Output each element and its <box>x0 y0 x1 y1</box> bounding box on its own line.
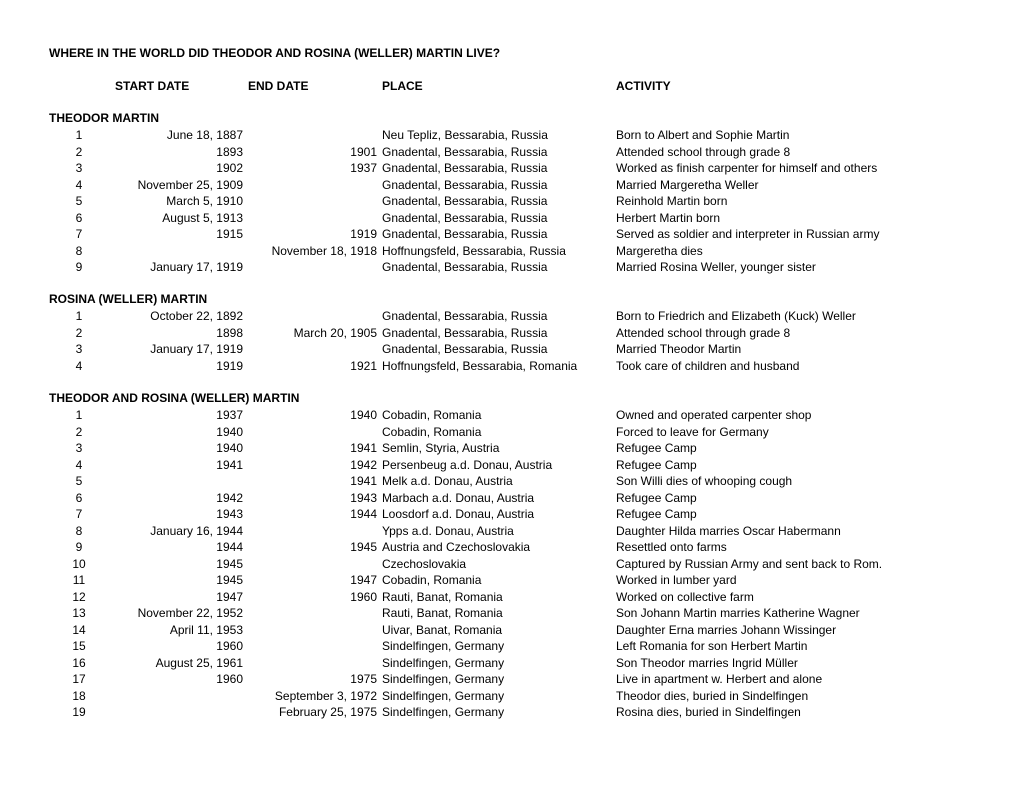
row-number-cell: 11 <box>72 573 86 587</box>
activity-cell: Took care of children and husband <box>616 358 800 373</box>
place-cell: Cobadin, Romania <box>382 408 482 422</box>
start-date-cell: August 25, 1961 <box>155 655 243 670</box>
place-cell: Gnadental, Bessarabia, Russia <box>382 210 548 225</box>
table-row <box>49 259 1009 276</box>
activity-cell: Son Theodor marries Ingrid Müller <box>616 655 798 670</box>
table-row <box>49 457 1009 474</box>
place-cell: Czechoslovakia <box>382 556 467 571</box>
start-date-cell: 1940 <box>216 424 243 439</box>
start-date-cell: April 11, 1953 <box>169 622 243 637</box>
place-cell: Rauti, Banat, Romania <box>382 589 503 604</box>
row-number-cell: 1 <box>75 408 83 422</box>
activity-cell: Refugee Camp <box>616 457 697 472</box>
activity-cell: Refugee Camp <box>616 490 697 505</box>
start-date-cell: October 22, 1892 <box>150 309 243 323</box>
row-number-cell: 9 <box>75 540 83 554</box>
row-number-cell: 6 <box>75 490 83 505</box>
activity-cell: Worked on collective farm <box>616 589 754 604</box>
table-row <box>49 341 1009 358</box>
start-date-cell: 1902 <box>216 161 243 175</box>
table-row <box>49 539 1009 556</box>
start-date-cell: 1960 <box>216 672 243 686</box>
end-date-cell: 1941 <box>350 441 377 455</box>
place-cell: Gnadental, Bessarabia, Russia <box>382 309 548 323</box>
end-date-cell: 1941 <box>350 474 377 488</box>
start-date-cell: 1940 <box>216 441 243 455</box>
end-date-cell: 1919 <box>350 227 377 241</box>
row-number-cell: 12 <box>72 589 86 604</box>
activity-cell: Served as soldier and interpreter in Russian army <box>616 227 880 241</box>
section-title: ROSINA (WELLER) MARTIN <box>49 292 208 306</box>
end-date-cell: 1937 <box>350 161 377 175</box>
place-cell: Gnadental, Bessarabia, Russia <box>382 342 548 356</box>
end-date-cell: 1945 <box>350 540 377 554</box>
place-cell: Hoffnungsfeld, Bessarabia, Romania <box>382 358 578 373</box>
table-row <box>49 193 1009 210</box>
activity-cell: Son Johann Martin marries Katherine Wagner <box>616 606 860 620</box>
row-number-cell: 14 <box>72 622 86 637</box>
place-cell: Gnadental, Bessarabia, Russia <box>382 260 548 274</box>
start-date-cell: 1941 <box>216 457 243 472</box>
row-number-cell: 2 <box>75 325 83 340</box>
place-cell: Ypps a.d. Donau, Austria <box>382 523 514 538</box>
end-date-cell: 1921 <box>350 358 377 373</box>
end-date-cell: 1940 <box>350 408 377 422</box>
header-end-date: END DATE <box>248 79 309 93</box>
start-date-cell: November 22, 1952 <box>137 606 243 620</box>
start-date-cell: 1915 <box>216 227 243 241</box>
start-date-cell: June 18, 1887 <box>166 128 243 142</box>
place-cell: Sindelfingen, Germany <box>382 688 505 703</box>
end-date-cell: September 3, 1972 <box>274 688 377 703</box>
place-cell: Melk a.d. Donau, Austria <box>382 474 513 488</box>
activity-cell: Owned and operated carpenter shop <box>616 408 812 422</box>
activity-cell: Daughter Hilda marries Oscar Habermann <box>616 523 841 538</box>
activity-cell: Attended school through grade 8 <box>616 325 791 340</box>
activity-cell: Refugee Camp <box>616 441 697 455</box>
table-row <box>49 440 1009 457</box>
start-date-cell: 1919 <box>216 358 243 373</box>
table-row <box>49 655 1009 672</box>
table-row <box>49 490 1009 507</box>
header-activity: ACTIVITY <box>616 79 671 93</box>
start-date-cell: 1942 <box>216 490 243 505</box>
activity-cell: Born to Albert and Sophie Martin <box>616 128 790 142</box>
row-number-cell: 7 <box>75 227 83 241</box>
end-date-cell: 1947 <box>350 573 377 587</box>
row-number-cell: 3 <box>75 161 83 175</box>
activity-cell: Rosina dies, buried in Sindelfingen <box>616 705 801 719</box>
place-cell: Semlin, Styria, Austria <box>382 441 500 455</box>
row-number-cell: 3 <box>75 342 83 356</box>
table-row <box>49 671 1009 688</box>
table-row <box>49 358 1009 375</box>
table-row <box>49 506 1009 523</box>
end-date-cell: February 25, 1975 <box>278 705 377 719</box>
place-cell: Loosdorf a.d. Donau, Austria <box>382 507 535 521</box>
table-row <box>49 589 1009 606</box>
activity-cell: Married Theodor Martin <box>616 342 742 356</box>
place-cell: Austria and Czechoslovakia <box>382 540 531 554</box>
section-theodor-martin <box>49 110 1009 276</box>
place-cell: Hoffnungsfeld, Bessarabia, Russia <box>382 243 566 258</box>
activity-cell: Margeretha dies <box>616 243 703 258</box>
row-number-cell: 4 <box>75 358 83 373</box>
activity-cell: Born to Friedrich and Elizabeth (Kuck) Weller <box>616 309 856 323</box>
activity-cell: Theodor dies, buried in Sindelfingen <box>616 688 809 703</box>
table-row <box>49 473 1009 490</box>
place-cell: Gnadental, Bessarabia, Russia <box>382 177 548 192</box>
place-cell: Sindelfingen, Germany <box>382 672 505 686</box>
table-row <box>49 638 1009 655</box>
row-number-cell: 8 <box>75 523 83 538</box>
place-cell: Neu Tepliz, Bessarabia, Russia <box>382 128 548 142</box>
start-date-cell: January 16, 1944 <box>150 523 243 538</box>
section-rosina-weller-martin <box>49 291 1009 374</box>
start-date-cell: 1960 <box>216 639 243 653</box>
activity-cell: Forced to leave for Germany <box>616 424 769 439</box>
row-number-cell: 18 <box>72 688 86 703</box>
row-number-cell: 13 <box>72 606 86 620</box>
row-number-cell: 8 <box>75 243 83 258</box>
table-row <box>49 424 1009 441</box>
start-date-cell: 1944 <box>216 540 243 554</box>
document-title: WHERE IN THE WORLD DID THEODOR AND ROSINA (WELLER) MARTIN LIVE? <box>49 46 501 60</box>
row-number-cell: 7 <box>75 507 83 521</box>
table-row <box>49 556 1009 573</box>
activity-cell: Reinhold Martin born <box>616 194 728 208</box>
place-cell: Cobadin, Romania <box>382 573 482 587</box>
table-row <box>49 688 1009 705</box>
place-cell: Sindelfingen, Germany <box>382 655 505 670</box>
start-date-cell: January 17, 1919 <box>150 260 243 274</box>
row-number-cell: 1 <box>75 309 83 323</box>
activity-cell: Daughter Erna marries Johann Wissinger <box>616 622 837 637</box>
table-row <box>49 160 1009 177</box>
table-row <box>49 523 1009 540</box>
end-date-cell: 1944 <box>350 507 377 521</box>
row-number-cell: 3 <box>75 441 83 455</box>
table-row <box>49 407 1009 424</box>
table-row <box>49 226 1009 243</box>
activity-cell: Worked as finish carpenter for himself and others <box>616 161 878 175</box>
row-number-cell: 6 <box>75 210 83 225</box>
end-date-cell: November 18, 1918 <box>271 243 377 258</box>
row-number-cell: 2 <box>75 144 83 159</box>
place-cell: Sindelfingen, Germany <box>382 639 505 653</box>
table-row <box>49 243 1009 260</box>
end-date-cell: 1901 <box>350 144 377 159</box>
end-date-cell: 1943 <box>350 490 377 505</box>
row-number-cell: 2 <box>75 424 83 439</box>
row-number-cell: 15 <box>72 639 86 653</box>
end-date-cell: 1960 <box>350 589 377 604</box>
table-row <box>49 308 1009 325</box>
table-row <box>49 325 1009 342</box>
place-cell: Rauti, Banat, Romania <box>382 606 503 620</box>
place-cell: Gnadental, Bessarabia, Russia <box>382 227 548 241</box>
row-number-cell: 4 <box>75 457 83 472</box>
header-place: PLACE <box>382 79 423 93</box>
row-number-cell: 1 <box>75 128 83 142</box>
end-date-cell: 1975 <box>350 672 377 686</box>
start-date-cell: 1945 <box>216 556 243 571</box>
place-cell: Cobadin, Romania <box>382 424 482 439</box>
row-number-cell: 5 <box>75 194 83 208</box>
activity-cell: Herbert Martin born <box>616 210 721 225</box>
start-date-cell: 1893 <box>216 144 243 159</box>
end-date-cell: March 20, 1905 <box>293 325 377 340</box>
row-number-cell: 17 <box>72 672 86 686</box>
row-number-cell: 19 <box>72 705 86 719</box>
row-number-cell: 4 <box>75 177 83 192</box>
section-title: THEODOR AND ROSINA (WELLER) MARTIN <box>49 391 300 405</box>
activity-cell: Refugee Camp <box>616 507 697 521</box>
start-date-cell: August 5, 1913 <box>162 210 243 225</box>
header-start-date: START DATE <box>115 79 190 93</box>
table-row <box>49 605 1009 622</box>
activity-cell: Live in apartment w. Herbert and alone <box>616 672 823 686</box>
start-date-cell: 1898 <box>216 325 243 340</box>
table-row <box>49 622 1009 639</box>
place-cell: Gnadental, Bessarabia, Russia <box>382 161 548 175</box>
activity-cell: Left Romania for son Herbert Martin <box>616 639 808 653</box>
start-date-cell: November 25, 1909 <box>137 177 243 192</box>
row-number-cell: 16 <box>72 655 86 670</box>
activity-cell: Married Rosina Weller, younger sister <box>616 260 816 274</box>
activity-cell: Captured by Russian Army and sent back to Rom. <box>616 556 883 571</box>
activity-cell: Attended school through grade 8 <box>616 144 791 159</box>
place-cell: Gnadental, Bessarabia, Russia <box>382 194 548 208</box>
start-date-cell: 1937 <box>216 408 243 422</box>
end-date-cell: 1942 <box>350 457 377 472</box>
place-cell: Persenbeug a.d. Donau, Austria <box>382 457 553 472</box>
activity-cell: Resettled onto farms <box>616 540 727 554</box>
place-cell: Sindelfingen, Germany <box>382 705 505 719</box>
start-date-cell: January 17, 1919 <box>150 342 243 356</box>
start-date-cell: March 5, 1910 <box>166 194 243 208</box>
activity-cell: Married Margeretha Weller <box>616 177 759 192</box>
table-row <box>49 572 1009 589</box>
place-cell: Uivar, Banat, Romania <box>382 622 503 637</box>
row-number-cell: 10 <box>72 556 86 571</box>
place-cell: Gnadental, Bessarabia, Russia <box>382 144 548 159</box>
section-theodor-and-rosina-martin <box>49 390 1009 721</box>
place-cell: Gnadental, Bessarabia, Russia <box>382 325 548 340</box>
table-row <box>49 210 1009 227</box>
start-date-cell: 1943 <box>216 507 243 521</box>
activity-cell: Son Willi dies of whooping cough <box>616 474 793 488</box>
activity-cell: Worked in lumber yard <box>616 573 737 587</box>
place-cell: Marbach a.d. Donau, Austria <box>382 490 535 505</box>
table-row <box>49 704 1009 721</box>
start-date-cell: 1945 <box>216 573 243 587</box>
start-date-cell: 1947 <box>216 589 243 604</box>
row-number-cell: 9 <box>75 260 83 274</box>
table-row <box>49 127 1009 144</box>
table-row <box>49 144 1009 161</box>
table-row <box>49 177 1009 194</box>
section-title: THEODOR MARTIN <box>49 111 159 125</box>
row-number-cell: 5 <box>75 474 83 488</box>
